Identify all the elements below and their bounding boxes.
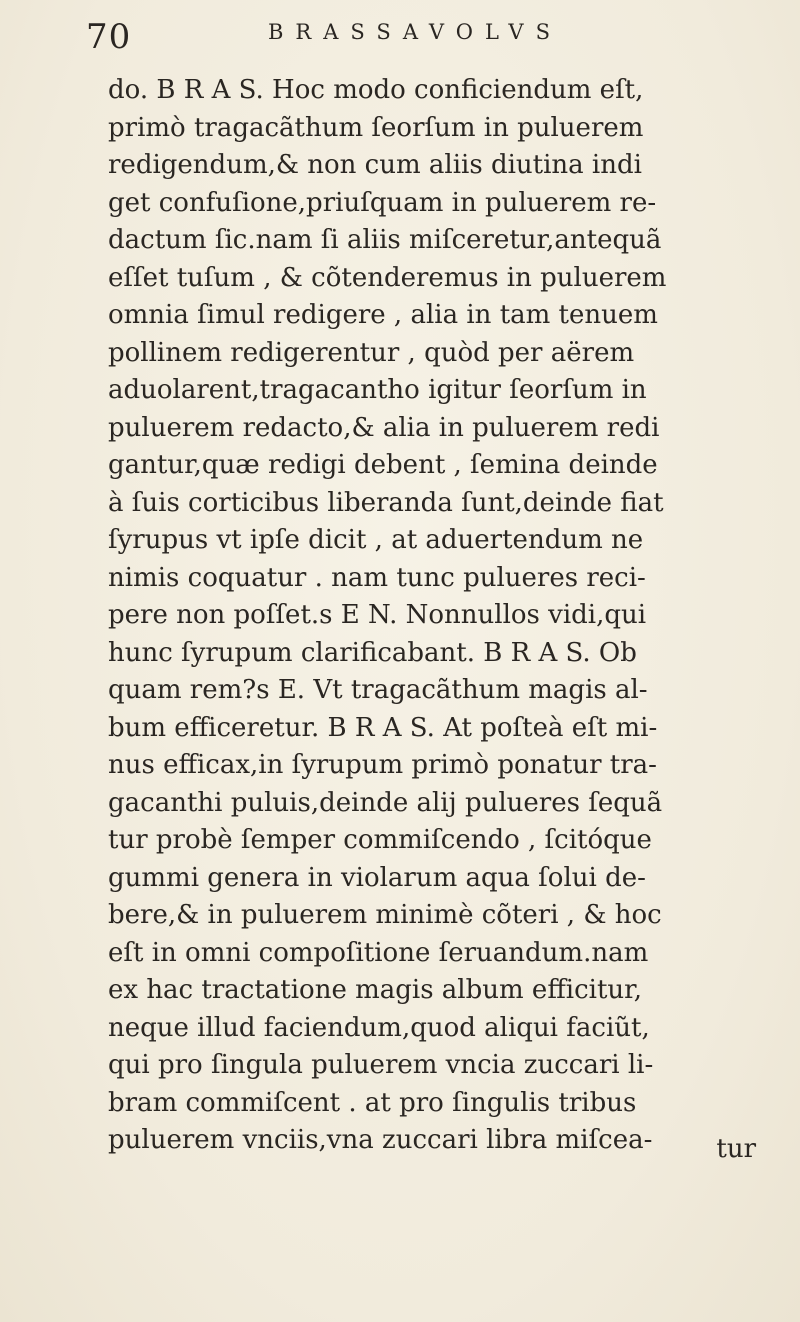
text-line: tur probè ſemper commiſcendo , ſcitóque — [108, 825, 652, 855]
text-line: aduolarent,tragacantho igitur ſeorſum in — [108, 375, 647, 405]
text-line: gantur,quæ redigi debent , ſemina deinde — [108, 450, 658, 480]
text-line: nimis coquatur . nam tunc pulueres reci- — [108, 562, 646, 593]
text-line: bum efficeretur. B R A S. At poſteà eſt mi- — [108, 712, 658, 743]
text-line: neque illud faciendum,quod aliqui faciũt, — [108, 1012, 650, 1043]
text-line: puluerem vnciis,vna zuccari libra miſcea- — [108, 1125, 653, 1155]
text-line: quam rem?s E. Vt tragacãthum magis al- — [108, 675, 648, 705]
text-line: puluerem redacto,& alia in puluerem redi — [108, 412, 660, 443]
text-line: pere non poſſet.s E N. Nonnullos vidi,qui — [108, 600, 647, 630]
text-line: dactum ſic.nam ſi aliis miſceretur,antequã — [108, 225, 662, 255]
text-line: qui pro ſingula puluerem vncia zuccari li- — [108, 1050, 654, 1080]
text-line: à ſuis corticibus liberanda ſunt,deinde fiat — [108, 487, 664, 518]
text-line: pollinem redigerentur , quòd per aërem — [108, 337, 635, 368]
text-line: primò tragacãthum ſeorſum in puluerem — [108, 112, 644, 143]
catchword: tur — [716, 1134, 756, 1164]
text-line: do. B R A S. Hoc modo conficiendum eſt, — [108, 75, 644, 105]
running-head: BRASSAVOLVS — [268, 20, 562, 44]
text-line: nus efficax,in ſyrupum primò ponatur tra- — [108, 750, 657, 780]
text-line: omnia ſimul redigere , alia in tam tenuem — [108, 300, 658, 330]
text-line: ſyrupus vt ipſe dicit , at aduertendum ne — [108, 525, 644, 555]
text-line: ex hac tractatione magis album efficitur, — [108, 975, 643, 1005]
text-line: bram commiſcent . at pro ſingulis tribus — [108, 1087, 637, 1118]
text-line: bere,& in puluerem minimè cõteri , & hoc — [108, 900, 662, 930]
body-text — [108, 72, 788, 1164]
text-line: eſſet tuſum , & cõtenderemus in puluerem — [108, 262, 667, 293]
text-line: gacanthi puluis,deinde alij pulueres ſequã — [108, 787, 663, 818]
page-number: 70 — [86, 17, 132, 57]
text-line: eſt in omni compoſitione ſeruandum.nam — [108, 937, 649, 968]
text-line: redigendum,& non cum aliis diutina indi — [108, 150, 642, 180]
text-line: hunc ſyrupum clarificabant. B R A S. Ob — [108, 637, 637, 668]
page-header — [86, 14, 786, 57]
text-line: gummi genera in violarum aqua ſolui de- — [108, 862, 646, 893]
text-line: get confuſione,priuſquam in puluerem re- — [108, 187, 657, 218]
